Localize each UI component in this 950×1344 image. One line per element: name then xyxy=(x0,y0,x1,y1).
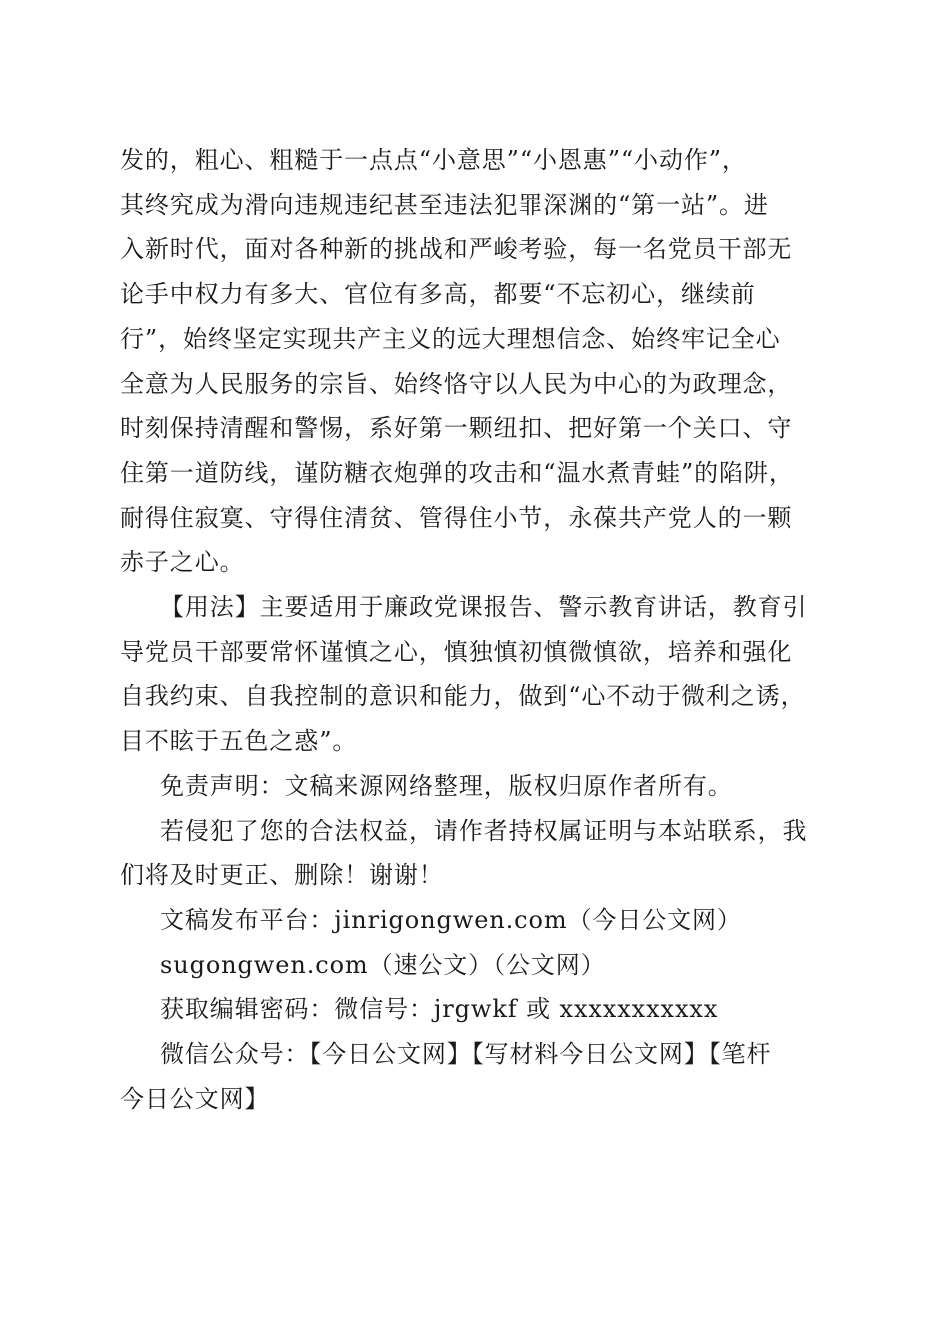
paragraph-edit-code xyxy=(120,987,836,1032)
paragraph-platform xyxy=(120,898,836,943)
paragraph-infringement xyxy=(120,809,836,898)
text-line: 目不眩于五色之惑”。 xyxy=(120,727,358,756)
text-line: 今日公文网】 xyxy=(120,1084,270,1113)
paragraph-main xyxy=(120,138,836,585)
text-line: 时刻保持清醒和警惕，系好第一颗纽扣、把好第一个关口、守 xyxy=(120,414,793,443)
text-line: 入新时代，面对各种新的挑战和严峻考验，每一名党员干部无 xyxy=(120,235,793,264)
document-body xyxy=(120,138,836,1121)
text-line: 论手中权力有多大、官位有多高，都要“不忘初心，继续前 xyxy=(120,280,756,309)
text-line: 【用法】主要适用于廉政党课报告、警示教育讲话，教育引 xyxy=(160,593,808,622)
paragraph-wechat xyxy=(120,1032,836,1121)
edit-code-text: 获取编辑密码：微信号：jrgwkf 或 xxxxxxxxxxx xyxy=(160,995,719,1024)
text-line: 自我约束、自我控制的意识和能力，做到“心不动于微利之诱， xyxy=(120,682,806,711)
platform-text: 文稿发布平台：jinrigongwen.com（今日公文网） xyxy=(160,905,742,934)
paragraph-usage xyxy=(120,585,836,764)
text-line: 行”，始终坚定实现共产主义的远大理想信念、始终牢记全心 xyxy=(120,324,781,353)
text-line: 微信公众号：【今日公文网】【写材料今日公文网】【笔杆 xyxy=(160,1040,772,1069)
text-line: 赤子之心。 xyxy=(120,548,245,577)
text-line: 若侵犯了您的合法权益，请作者持权属证明与本站联系，我 xyxy=(160,816,808,845)
text-line: 发的，粗心、粗糙于一点点“小意思”“小恩惠”“小动作”， xyxy=(120,146,747,174)
text-line: 耐得住寂寞、守得住清贫、管得住小节，永葆共产党人的一颗 xyxy=(120,503,793,532)
text-line: 全意为人民服务的宗旨、始终恪守以人民为中心的为政理念， xyxy=(120,369,793,398)
platform-alt-text: sugongwen.com（速公文）（公文网） xyxy=(160,950,606,979)
text-line: 导党员干部要常怀谨慎之心，慎独慎初慎微慎欲，培养和强化 xyxy=(120,637,793,666)
disclaimer-text: 免责声明：文稿来源网络整理，版权归原作者所有。 xyxy=(160,771,733,800)
text-line: 住第一道防线，谨防糖衣炮弹的攻击和“温水煮青蛙”的陷阱， xyxy=(120,458,794,487)
text-line: 们将及时更正、删除！谢谢！ xyxy=(120,861,444,890)
paragraph-disclaimer xyxy=(120,764,836,809)
text-line: 其终究成为滑向违规违纪甚至违法犯罪深渊的“第一站”。进 xyxy=(120,190,769,219)
paragraph-platform-alt xyxy=(120,943,836,988)
